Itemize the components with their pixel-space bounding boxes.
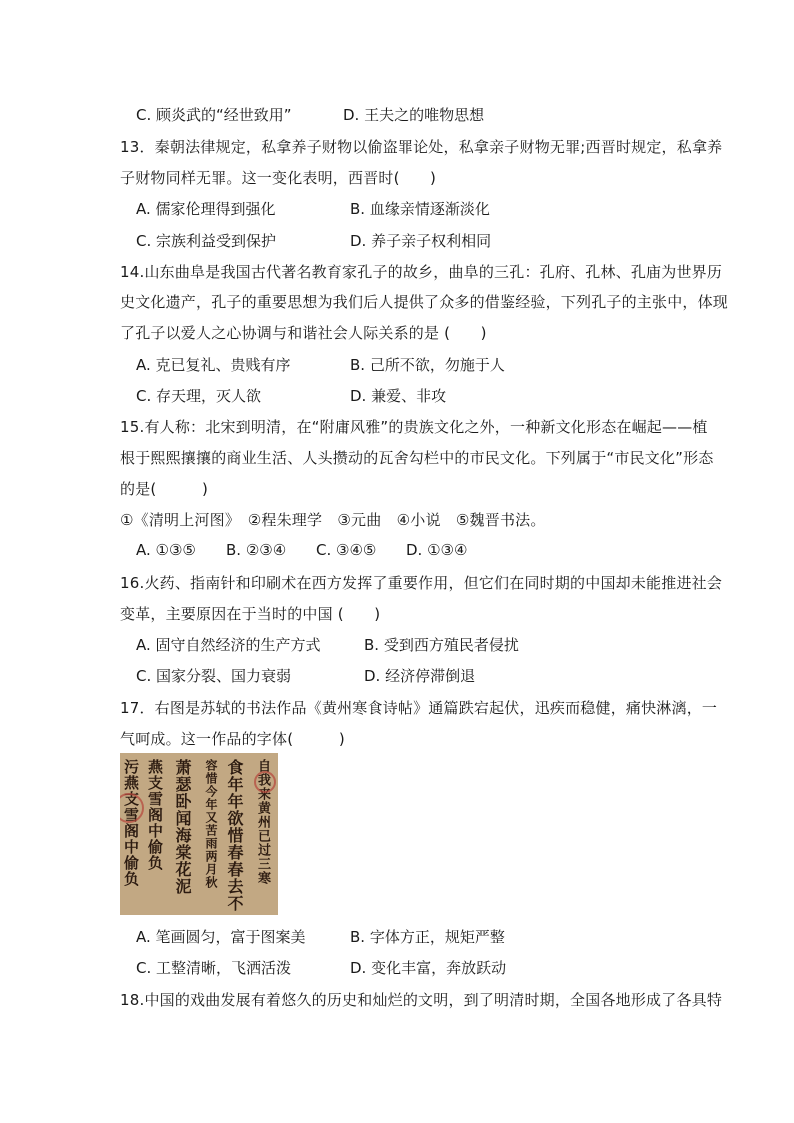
q15-option-b: B. ②③④ [226,541,287,559]
q17-stem-line2: 气呵成。这一作品的字体( ) [120,730,345,748]
q16-stem-line1: 16.火药、指南针和印刷术在西方发挥了重要作用，但它们在同时期的中国却未能推进社会 [120,574,723,592]
q17-option-b: B. 字体方正，规矩严整 [350,928,505,946]
q16-option-c: C. 国家分裂、国力衰弱 [136,667,292,685]
calligraphy-column-3: 容惜今年又苦雨两月秋 [204,759,218,889]
calligraphy-column-1: 自我来黄州已过三寒 [255,759,270,885]
q14-option-b: B. 己所不欲，勿施于人 [350,356,505,374]
q16-option-b: B. 受到西方殖民者侵扰 [364,636,519,654]
calligraphy-column-5: 燕支雪阁中偷负 [146,759,164,871]
q13-option-b: B. 血缘亲情逐渐淡化 [350,200,490,218]
q18-stem-line1: 18.中国的戏曲发展有着悠久的历史和灿烂的文明，到了明清时期，全国各地形成了各具特 [120,991,723,1009]
seal-stamp-right [254,771,276,793]
q17-stem-line1: 17．右图是苏轼的书法作品《黄州寒食诗帖》通篇跌宕起伏，迅疾而稳健，痛快淋漓，一 [120,699,718,717]
q14-option-c: C. 存天理，灭人欲 [136,387,262,405]
q12-option-c: C. 顾炎武的“经世致用” [136,106,292,124]
q13-stem-line2: 子财物同样无罪。这一变化表明，西晋时( ) [120,169,437,187]
q16-stem-line2: 变革，主要原因在于当时的中国 ( ) [120,605,381,623]
calligraphy-image [120,753,278,915]
q12-option-d: D. 王夫之的唯物思想 [343,106,485,124]
q15-option-a: A. ①③⑤ [136,541,196,559]
q16-option-d: D. 经济停滞倒退 [364,667,476,685]
q14-stem-line3: 了孔子以爱人之心协调与和谐社会人际关系的是 ( ) [120,324,487,342]
q14-option-d: D. 兼爱、非攻 [350,387,447,405]
q15-items: ①《清明上河图》 ②程朱理学 ③元曲 ④小说 ⑤魏晋书法。 [120,511,546,529]
q17-option-d: D. 变化丰富，奔放跃动 [350,959,507,977]
q16-option-a: A. 固守自然经济的生产方式 [136,636,321,654]
q15-stem-line3: 的是( ) [120,480,209,498]
q13-option-a: A. 儒家伦理得到强化 [136,200,276,218]
q13-option-d: D. 养子亲子权利相同 [350,232,492,250]
calligraphy-column-4: 萧瑟卧闻海棠花泥 [173,759,192,895]
q14-stem-line1: 14.山东曲阜是我国古代著名教育家孔子的故乡，曲阜的三孔：孔府、孔林、孔庙为世界历 [120,263,723,281]
q17-option-c: C. 工整清晰，飞洒活泼 [136,959,292,977]
calligraphy-column-6: 污燕支雪阁中偷负 [122,759,140,887]
q14-option-a: A. 克已复礼、贵贱有序 [136,356,291,374]
calligraphy-column-2: 食年年欲惜春春去不 [225,759,244,912]
q15-option-c: C. ③④⑤ [316,541,377,559]
q15-option-d: D. ①③④ [406,541,468,559]
q17-option-a: A. 笔画圆匀，富于图案美 [136,928,306,946]
q15-stem-line1: 15.有人称：北宋到明清，在“附庸风雅”的贵族文化之外，一种新文化形态在崛起——植 [120,418,708,436]
q14-stem-line2: 史文化遗产，孔子的重要思想为我们后人提供了众多的借鉴经验，下列孔子的主张中，体现 [120,293,729,311]
q15-stem-line2: 根于熙熙攘攘的商业生活、人头攒动的瓦舍勾栏中的市民文化。下列属于“市民文化”形态 [120,449,714,467]
q13-stem-line1: 13．秦朝法律规定，私拿养子财物以偷盗罪论处，私拿亲子财物无罪;西晋时规定，私拿养 [120,138,723,156]
q13-option-c: C. 宗族利益受到保护 [136,232,277,250]
